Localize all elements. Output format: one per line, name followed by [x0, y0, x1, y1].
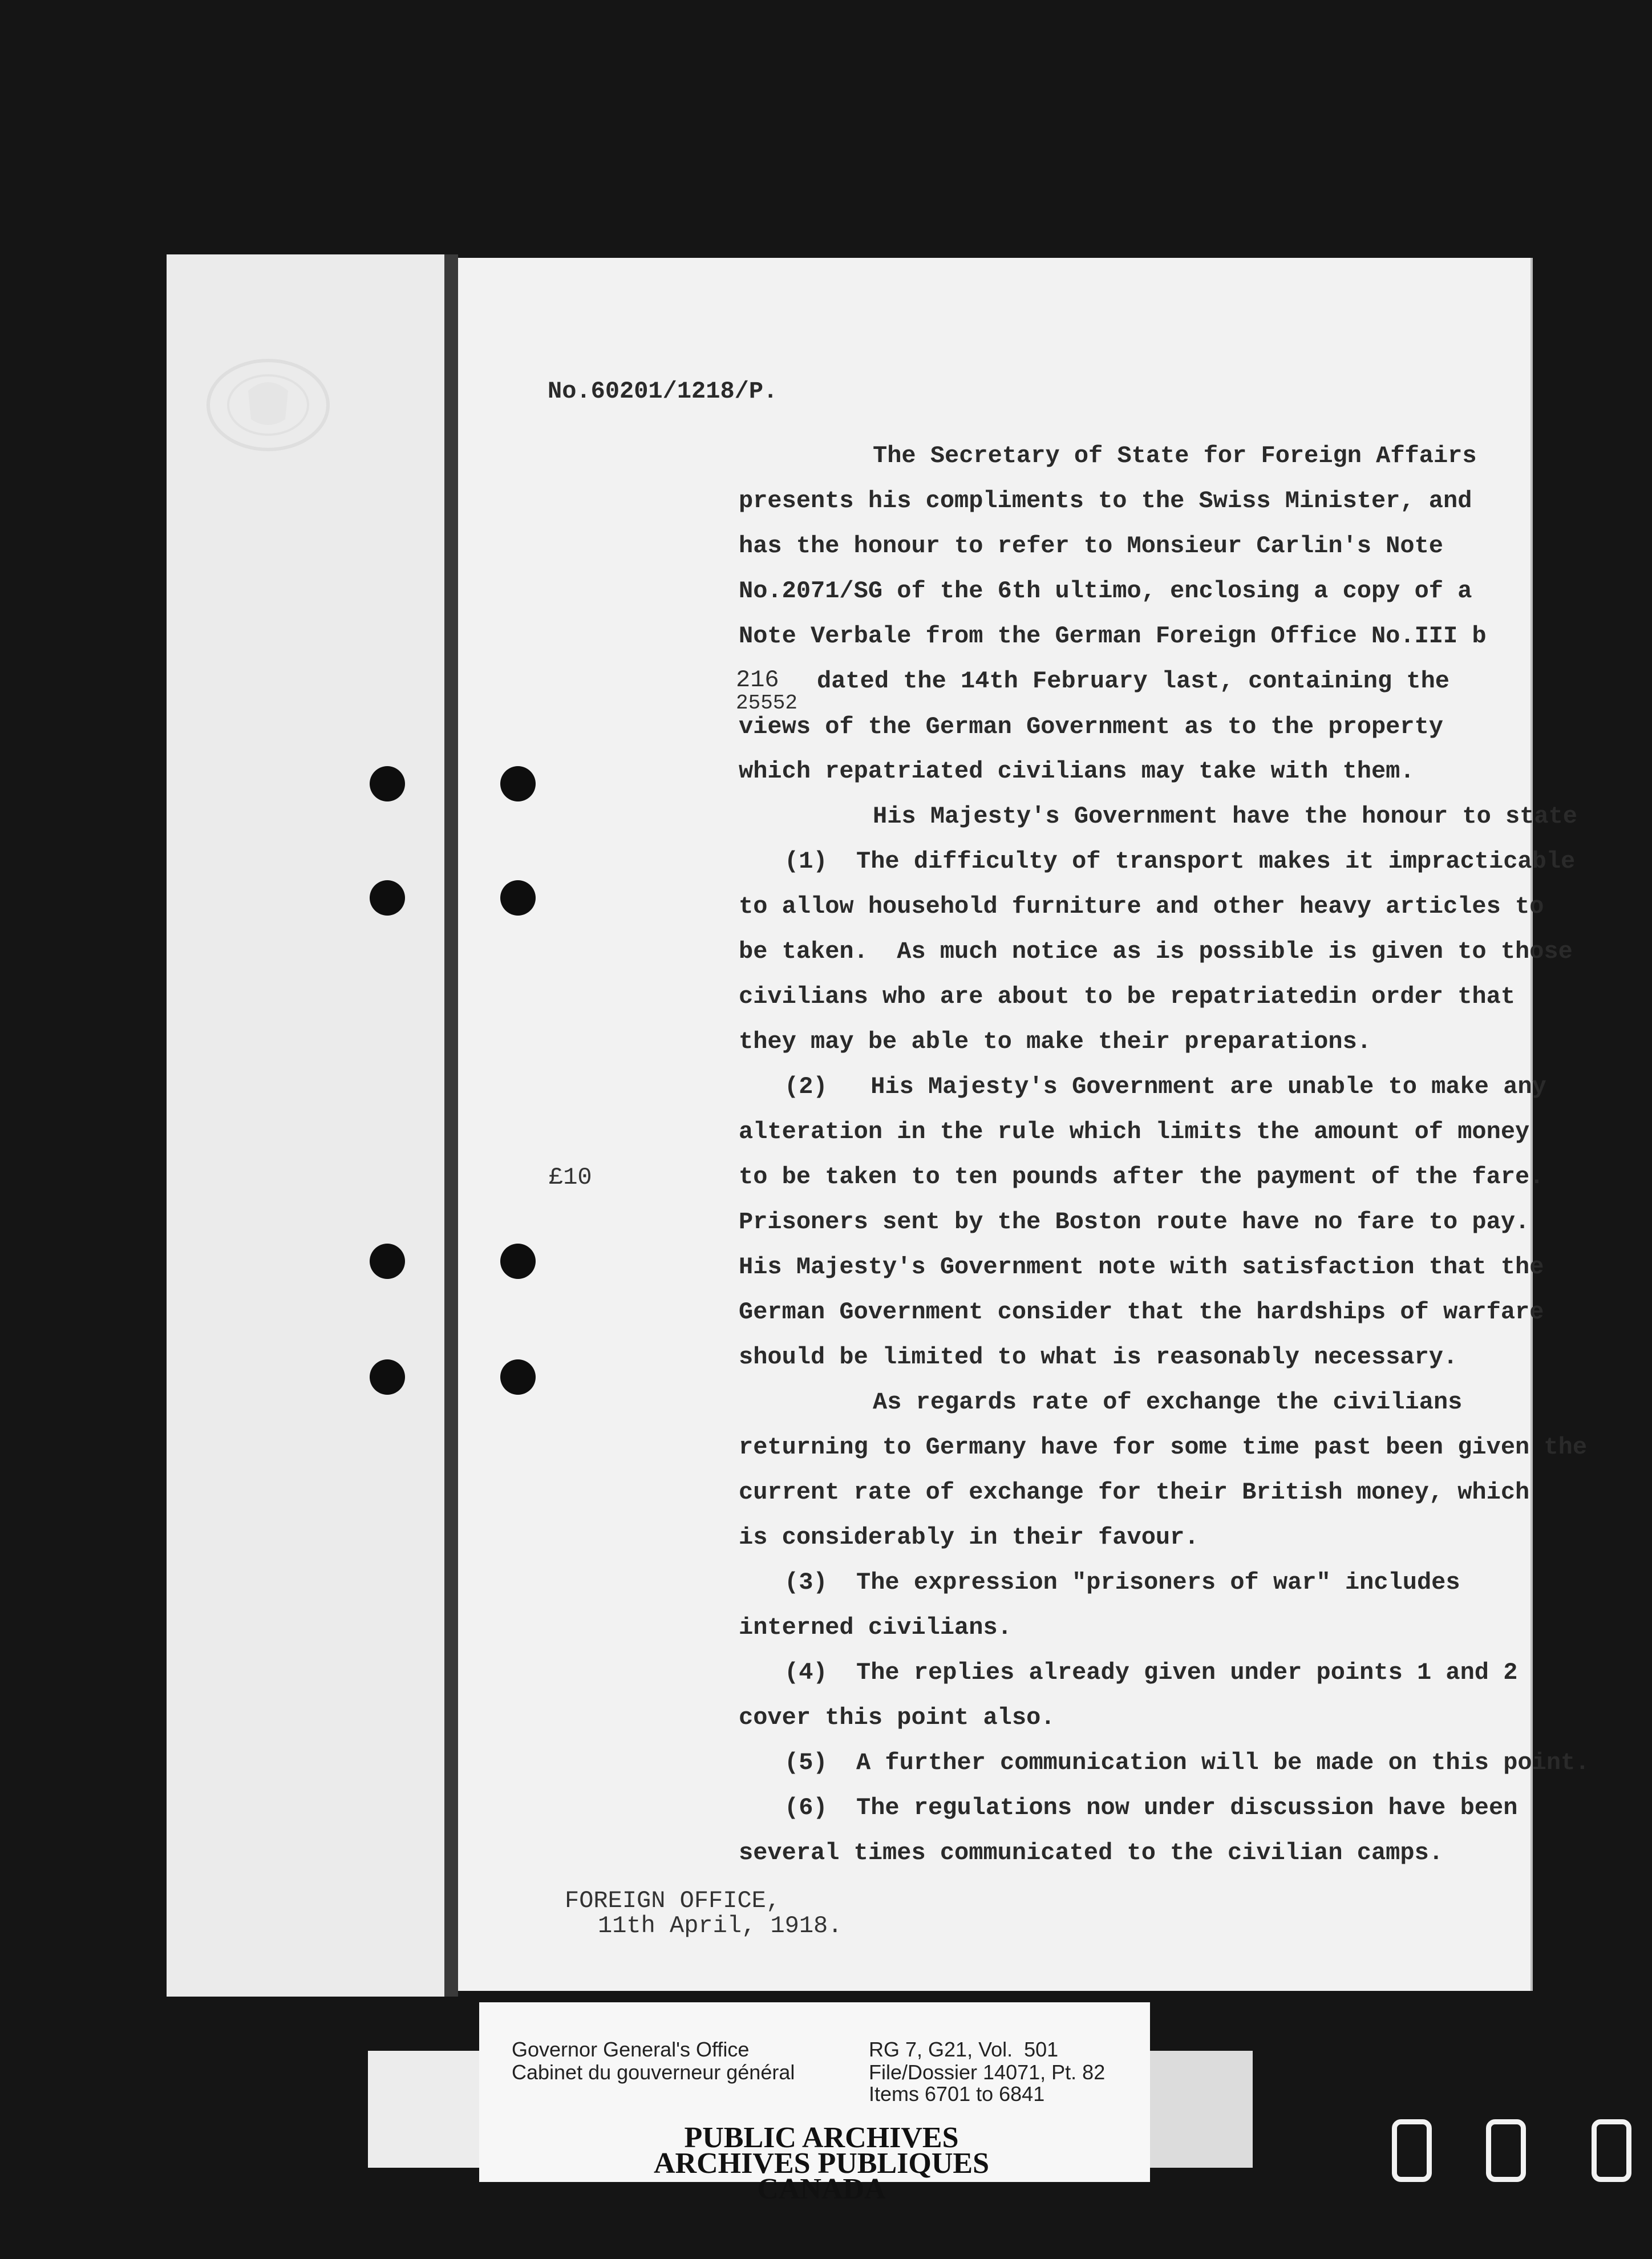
label-archives-en: PUBLIC ARCHIVES: [684, 2122, 959, 2154]
paragraph-line: has the honour to refer to Monsieur Carlin's Note: [739, 532, 1444, 560]
punch-hole: [370, 1244, 405, 1279]
label-archives-fr: ARCHIVES PUBLIQUES: [653, 2147, 990, 2180]
paragraph-line: returning to Germany have for some time past been given the: [739, 1434, 1588, 1461]
paragraph-line: (3) The expression "prisoners of war" includes: [784, 1569, 1460, 1596]
paragraph-line: Prisoners sent by the Boston route have no fare to pay.: [739, 1208, 1530, 1236]
signature-office: FOREIGN OFFICE,: [565, 1887, 781, 1914]
paragraph-line: they may be able to make their preparations.: [739, 1028, 1371, 1055]
label-office-fr: Cabinet du gouverneur général: [512, 2060, 795, 2084]
signature-date: 11th April, 1918.: [598, 1912, 843, 1940]
paragraph-line: views of the German Government as to the property: [739, 713, 1444, 740]
punch-hole: [500, 1244, 536, 1279]
frame-counter-digit: [1592, 2119, 1631, 2182]
label-file: File/Dossier 14071, Pt. 82: [869, 2060, 1106, 2084]
paragraph-line: to allow household furniture and other heavy articles to: [739, 893, 1544, 920]
punch-hole: [370, 766, 405, 801]
punch-hole: [500, 880, 536, 916]
label-rg: RG 7, G21, Vol. 501: [869, 2038, 1059, 2061]
label-flap-left: [368, 2051, 479, 2168]
paragraph-line: presents his compliments to the Swiss Minister, and: [739, 487, 1472, 515]
punch-hole: [500, 1359, 536, 1395]
file-number-top: 216: [736, 666, 779, 694]
label-flap-right: [1150, 2051, 1253, 2168]
paragraph-line: No.2071/SG of the 6th ultimo, enclosing a copy of a: [739, 577, 1472, 605]
label-items: Items 6701 to 6841: [869, 2082, 1045, 2106]
paragraph-line: should be limited to what is reasonably necessary.: [739, 1343, 1458, 1371]
paragraph-line: As regards rate of exchange the civilians: [873, 1388, 1463, 1416]
paragraph-line: to be taken to ten pounds after the payment of the fare.: [739, 1163, 1544, 1191]
label-office-en: Governor General's Office: [512, 2038, 750, 2061]
paragraph-line: which repatriated civilians may take with them.: [739, 758, 1415, 785]
paragraph-line: (4) The replies already given under points 1 and 2: [784, 1659, 1518, 1686]
paragraph-line: cover this point also.: [739, 1704, 1055, 1731]
left-page-leaf: [167, 254, 444, 1997]
paragraph-line: (2) His Majesty's Government are unable to make any: [784, 1073, 1546, 1100]
frame-counter-digit: [1486, 2119, 1526, 2182]
paragraph-line: (6) The regulations now under discussion have been: [784, 1794, 1518, 1821]
file-number-bottom: 25552: [736, 691, 798, 715]
embossed-seal-icon: [203, 357, 334, 454]
paragraph-line: is considerably in their favour.: [739, 1524, 1199, 1551]
binding-strip: [444, 254, 458, 1997]
paragraph-line: The Secretary of State for Foreign Affairs: [873, 442, 1477, 469]
paragraph-line: Note Verbale from the German Foreign Office No.III b: [739, 622, 1487, 650]
label-country: CANADA: [757, 2173, 886, 2205]
margin-note: £10: [549, 1164, 592, 1191]
frame-counter-digit: [1392, 2119, 1432, 2182]
paragraph-line: several times communicated to the civilian camps.: [739, 1839, 1444, 1867]
paragraph-line: German Government consider that the hardships of warfare: [739, 1298, 1544, 1326]
paragraph-line: His Majesty's Government note with satisfaction that the: [739, 1253, 1544, 1281]
paragraph-line: (5) A further communication will be made on this point.: [784, 1749, 1590, 1776]
paragraph-line: alteration in the rule which limits the amount of money: [739, 1118, 1530, 1145]
paragraph-line: current rate of exchange for their British money, which: [739, 1479, 1530, 1506]
paragraph-line: dated the 14th February last, containing the: [817, 667, 1449, 695]
paragraph-line: His Majesty's Government have the honour to state: [873, 803, 1578, 830]
punch-hole: [370, 880, 405, 916]
punch-hole: [370, 1359, 405, 1395]
paragraph-line: interned civilians.: [739, 1614, 1012, 1641]
punch-hole: [500, 766, 536, 801]
reference-number: No.60201/1218/P.: [548, 378, 778, 405]
page-edge: [1530, 258, 1533, 1991]
paragraph-line: (1) The difficulty of transport makes it impracticable: [784, 848, 1576, 875]
paragraph-line: be taken. As much notice as is possible is given to those: [739, 938, 1573, 965]
paragraph-line: civilians who are about to be repatriatedin order that: [739, 983, 1516, 1010]
